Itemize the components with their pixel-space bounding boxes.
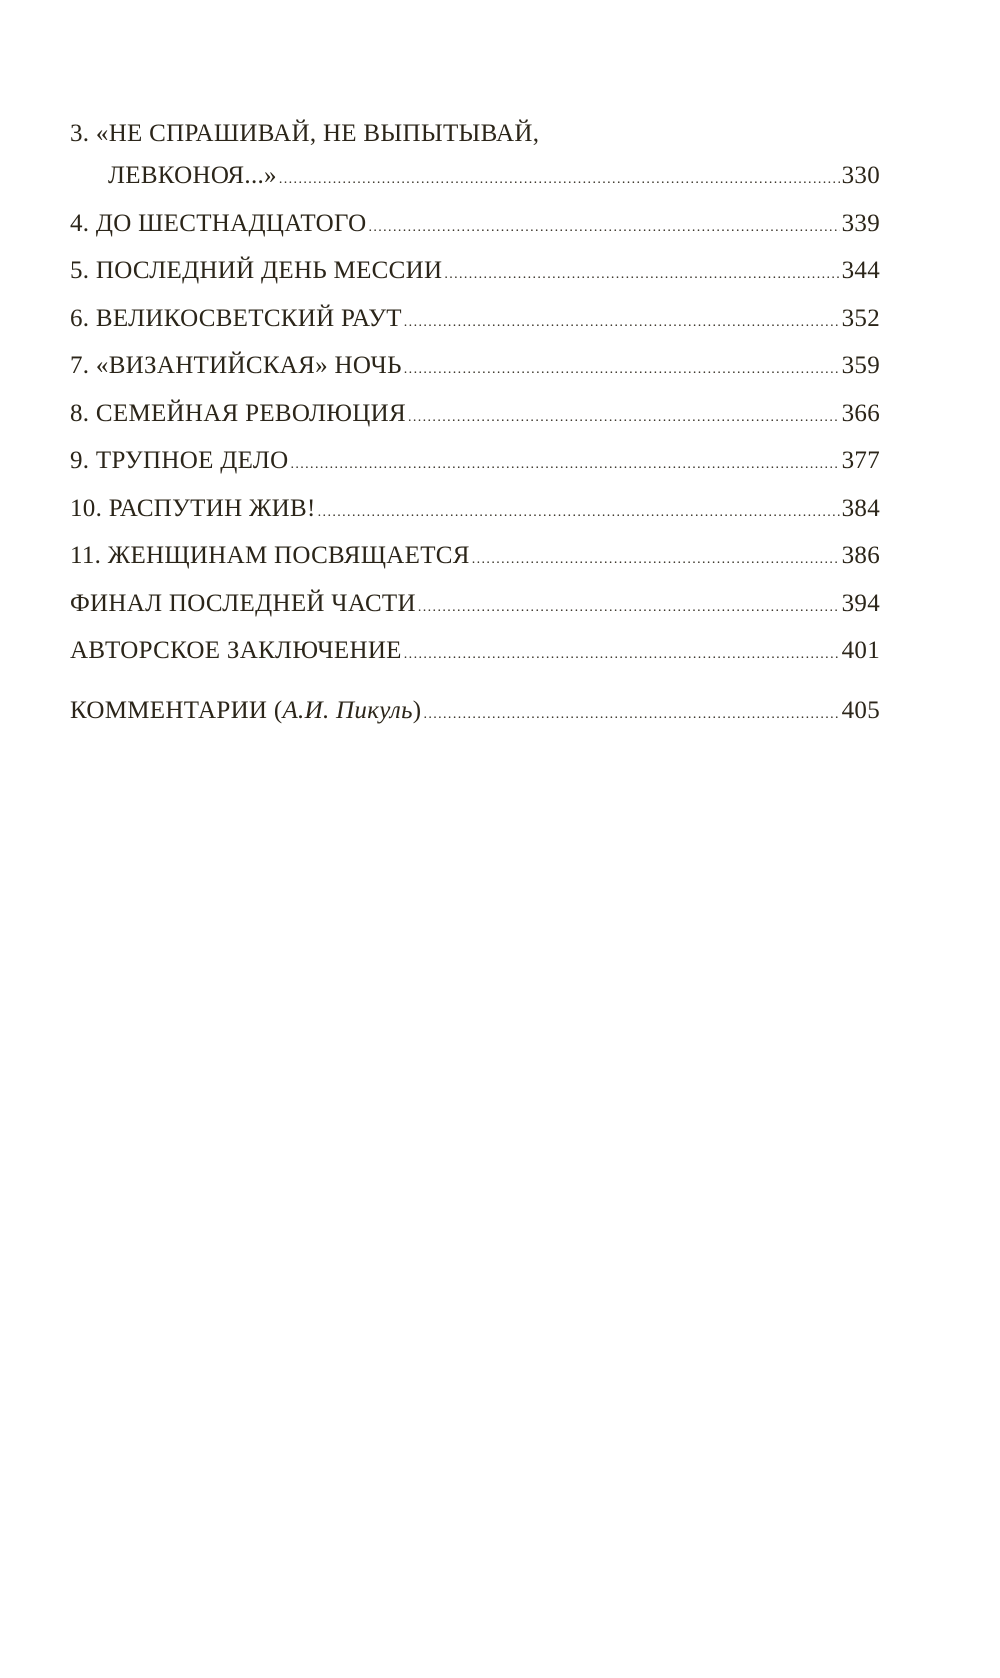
toc-entry-title: 7. «ВИЗАНТИЙСКАЯ» НОЧЬ bbox=[70, 352, 402, 379]
dot-leader bbox=[404, 631, 840, 679]
toc-entry-title: АВТОРСКОЕ ЗАКЛЮЧЕНИЕ bbox=[70, 637, 402, 664]
toc-entry-line bbox=[70, 116, 880, 152]
toc-entry[interactable] bbox=[70, 627, 880, 675]
dot-leader bbox=[318, 489, 840, 537]
toc-entry-title: 10. РАСПУТИН ЖИВ! bbox=[70, 494, 316, 522]
toc-entry[interactable] bbox=[70, 532, 880, 580]
toc-page-number: 394 bbox=[841, 589, 880, 617]
toc-entry[interactable] bbox=[70, 342, 880, 390]
toc-page-number: 339 bbox=[841, 209, 880, 237]
toc-entry[interactable] bbox=[70, 437, 880, 485]
toc-page-number: 352 bbox=[841, 304, 880, 332]
toc-entry-title: 6. ВЕЛИКОСВЕТСКИЙ РАУТ bbox=[70, 304, 402, 332]
dot-leader bbox=[290, 441, 839, 489]
dot-leader bbox=[408, 394, 840, 442]
toc-page-number: 359 bbox=[841, 352, 880, 379]
toc-entry-title: 3. «НЕ СПРАШИВАЙ, НЕ ВЫПЫТЫВАЙ, bbox=[70, 120, 540, 147]
title-text-end: ) bbox=[412, 696, 422, 724]
author-name: А.И. Пикуль bbox=[282, 696, 413, 724]
toc-entry[interactable] bbox=[70, 152, 880, 200]
toc-entry-title: 4. ДО ШЕСТНАДЦАТОГО bbox=[70, 209, 367, 237]
dot-leader bbox=[279, 156, 840, 204]
toc-entry[interactable] bbox=[70, 295, 880, 343]
toc-entry-title: ФИНАЛ ПОСЛЕДНЕЙ ЧАСТИ bbox=[70, 589, 416, 617]
toc-entry[interactable] bbox=[70, 247, 880, 295]
toc-entry[interactable] bbox=[70, 200, 880, 248]
toc-page-number: 405 bbox=[841, 696, 880, 724]
dot-leader bbox=[472, 536, 840, 584]
table-of-contents bbox=[70, 116, 880, 734]
toc-entry-title: 11. ЖЕНЩИНАМ ПОСВЯЩАЕТСЯ bbox=[70, 542, 470, 569]
dot-leader bbox=[368, 204, 839, 252]
toc-entry-title bbox=[70, 687, 421, 735]
toc-entry[interactable] bbox=[70, 580, 880, 628]
toc-page-number: 330 bbox=[841, 162, 880, 189]
toc-entry-title: 9. ТРУПНОЕ ДЕЛО bbox=[70, 447, 289, 474]
toc-entry-title: 8. СЕМЕЙНАЯ РЕВОЛЮЦИЯ bbox=[70, 399, 406, 427]
dot-leader bbox=[444, 251, 839, 299]
toc-entry-title: ЛЕВКОНОЯ...» bbox=[108, 162, 277, 189]
toc-page-number: 401 bbox=[841, 637, 880, 664]
dot-leader bbox=[404, 299, 840, 347]
dot-leader bbox=[404, 346, 840, 394]
toc-entry[interactable] bbox=[70, 390, 880, 438]
toc-entry-commentary[interactable] bbox=[70, 687, 880, 735]
toc-entry-title: 5. ПОСЛЕДНИЙ ДЕНЬ МЕССИИ bbox=[70, 257, 443, 284]
toc-page-number: 344 bbox=[841, 257, 880, 284]
toc-page-number: 366 bbox=[841, 399, 880, 427]
title-text: КОММЕНТАРИИ ( bbox=[70, 696, 283, 724]
toc-page-number: 386 bbox=[841, 542, 880, 569]
toc-page-number: 384 bbox=[841, 494, 880, 522]
dot-leader bbox=[423, 691, 839, 739]
toc-entry[interactable] bbox=[70, 485, 880, 533]
dot-leader bbox=[418, 584, 840, 632]
toc-page-number: 377 bbox=[841, 447, 880, 474]
